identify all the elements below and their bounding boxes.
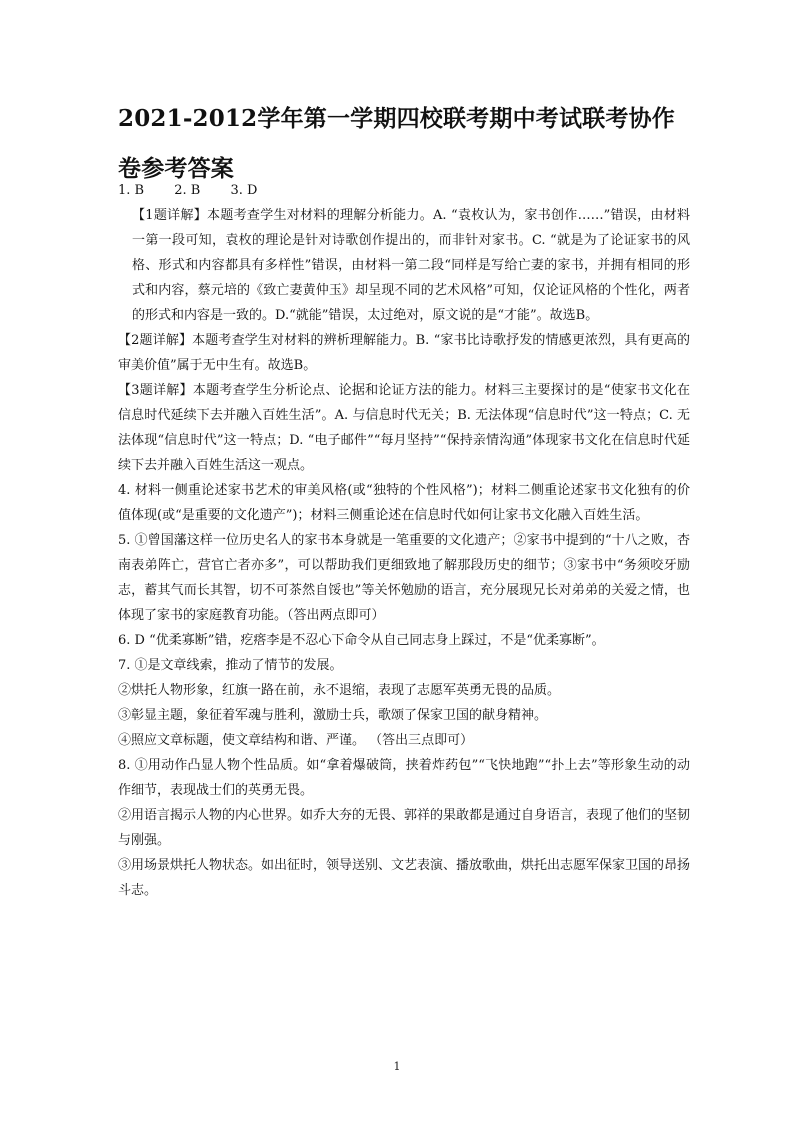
answer-q7-point2: ②烘托人物形象，红旗一路在前，永不退缩，表现了志愿军英勇无畏的品质。 — [118, 683, 561, 698]
document-body — [118, 178, 690, 903]
explanation-q3: 【3题详解】本题考查学生分析论点、论据和论证方法的能力。材料三主要探讨的是“使家书文化在信息时代延续下去并融入百姓生活”。A. 与信息时代无关；B. 无法体现“信息时代”这一特点；C. 无法体现“信息时代”这一特点；D. “电子邮件”“每月坚持”“保持亲情沟通”体现家书文化在信息时代延续下去并融入百姓生活这一观点。 — [118, 383, 690, 473]
page-title: 2021-2012学年第一学期四校联考期中考试联考协作卷参考答案 — [118, 105, 675, 182]
answer-q5: 5. ①曾国藩这样一位历史名人的家书本身就是一笔重要的文化遗产；②家书中提到的“十八之败，杏南表弟阵亡，营官亡者亦多”，可以帮助我们更细致地了解那段历史的细节；③家书中“务须咬牙励志，蓄其气而长其智，切不可茶然自馁也”等关怀勉励的语言，充分展现兄长对弟弟的关爱之情，也体现了家书的家庭教育功能。（答出两点即可） — [118, 533, 690, 623]
answer-q7-point4: ④照应文章标题，使文章结构和谐、严谨。 （答出三点即可） — [118, 733, 474, 748]
answer-q8-point3: ③用场景烘托人物状态。如出征时，领导送别、文艺表演、播放歌曲，烘托出志愿军保家卫国的昂扬斗志。 — [118, 858, 691, 898]
answer-q7-point3: ③彰显主题，象征着军魂与胜利，激励士兵，歌颂了保家卫国的献身精神。 — [118, 708, 548, 723]
page-number: 1 — [393, 1060, 401, 1073]
explanation-q2: 【2题详解】本题考查学生对材料的辨析理解能力。B. “家书比诗歌抒发的情感更浓烈，具有更高的审美价值”属于无中生有。故选B。 — [118, 333, 690, 373]
answer-q6: 6. D “优柔寡断”错，疙瘩李是不忍心下命令从自己同志身上踩过，不是“优柔寡断”。 — [118, 633, 605, 648]
multiple-choice-answers — [118, 178, 690, 203]
answer-q7-point1: 7. ①是文章线索，推动了情节的发展。 — [118, 658, 343, 673]
answer-1: 1. B — [118, 183, 145, 198]
answer-2: 2. B — [174, 183, 201, 198]
answer-q8-point1: 8. ①用动作凸显人物个性品质。如“拿着爆破筒，挟着炸药包”“飞快地跑”“扑上去”等形象生动的动作细节，表现战士们的英勇无畏。 — [118, 758, 690, 798]
answer-q4: 4. 材料一侧重论述家书艺术的审美风格(或“独特的个性风格”)；材料二侧重论述家书文化独有的价值体现(或“是重要的文化遗产”)；材料三侧重论述在信息时代如何让家书文化融入百姓生活。 — [118, 483, 690, 523]
answer-q8-point2: ②用语言揭示人物的内心世界。如乔大夯的无畏、郭祥的果敢都是通过自身语言，表现了他们的坚韧与刚强。 — [118, 808, 691, 848]
explanation-q1: 【1题详解】本题考查学生对材料的理解分析能力。A. “袁枚认为，家书创作……”错误，由材料一第一段可知，袁枚的理论是针对诗歌创作提出的，而非针对家书。C. “就是为了论证家书的风格、形式和内容都具有多样性”错误，由材料一第二段“同样是写给亡妻的家书，并拥有相同的形式和内容，蔡元培的《致亡妻黄仲玉》却呈现不同的艺术风格”可知，仅论证风格的个性化，两者的形式和内容是一致的。D.“就能”错误，太过绝对，原文说的是“才能”。故选B。 — [132, 208, 690, 323]
answer-3: 3. D — [230, 183, 258, 198]
